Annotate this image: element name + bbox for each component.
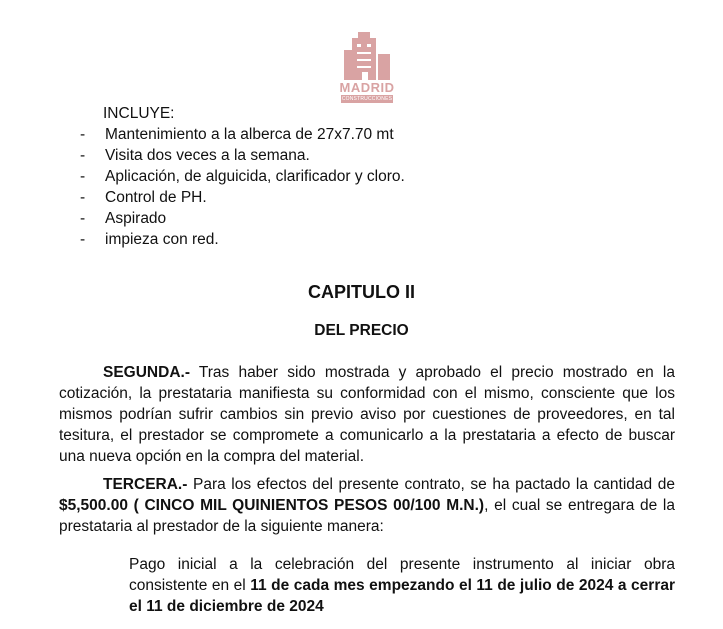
clause-second-text: Tras haber sido mostrada y aprobado el precio mostrado en la cotización, la prestataria manifiesta su conformidad con el mismo, consciente que los mismos podrían sufrir cambios sin previo aviso por cuestiones de proveedores, en tal tesitura, el prestador se compromete a comunicarlo a la prestataria a efecto de buscar una nueva opción en la compra del material. (59, 364, 675, 465)
chapter-title: CAPITULO II (308, 282, 415, 302)
bullet-dash: - (80, 126, 86, 143)
clause-second (59, 362, 675, 467)
clause-third (59, 474, 675, 537)
bullet-dash: - (80, 210, 86, 227)
list-item-text: Aspirado (105, 210, 167, 227)
logo-subtitle: CONSTRUCCIONES (341, 96, 393, 102)
clause-third-amount: $5,500.00 ( CINCO MIL QUINIENTOS PESOS 00/100 M.N.) (59, 497, 485, 514)
list-item-text: Visita dos veces a la semana. (105, 147, 310, 164)
payment-text: Pago inicial a la celebración del presente instrumento al iniciar obra consistente en el (129, 556, 675, 594)
chapter-subtitle: DEL PRECIO (314, 322, 409, 339)
building-icon (338, 28, 396, 80)
clause-second-label: SEGUNDA.- (103, 364, 190, 381)
logo-name: MADRID (339, 80, 395, 95)
list-item-text: impieza con red. (105, 231, 219, 248)
clause-third-label: TERCERA.- (103, 476, 188, 493)
includes-title: INCLUYE: (103, 105, 175, 122)
bullet-dash: - (80, 147, 86, 164)
bullet-dash: - (80, 189, 86, 206)
clause-third-text-b: , el cual se entregara de la prestataria al prestador de la siguiente manera: (59, 497, 675, 535)
bullet-dash: - (80, 231, 86, 248)
list-item-text: Mantenimiento a la alberca de 27x7.70 mt (105, 126, 394, 143)
clause-third-text-a: Para los efectos del presente contrato, se ha pactado la cantidad de (187, 476, 675, 493)
bullet-dash: - (80, 168, 86, 185)
payment-schedule: 11 de cada mes empezando el 11 de julio de 2024 a cerrar el 11 de diciembre de 2024 (129, 577, 676, 615)
list-item-text: Aplicación, de alguicida, clarificador y cloro. (105, 168, 405, 185)
payment-terms (129, 554, 675, 617)
company-logo (338, 28, 396, 106)
list-item-text: Control de PH. (105, 189, 207, 206)
